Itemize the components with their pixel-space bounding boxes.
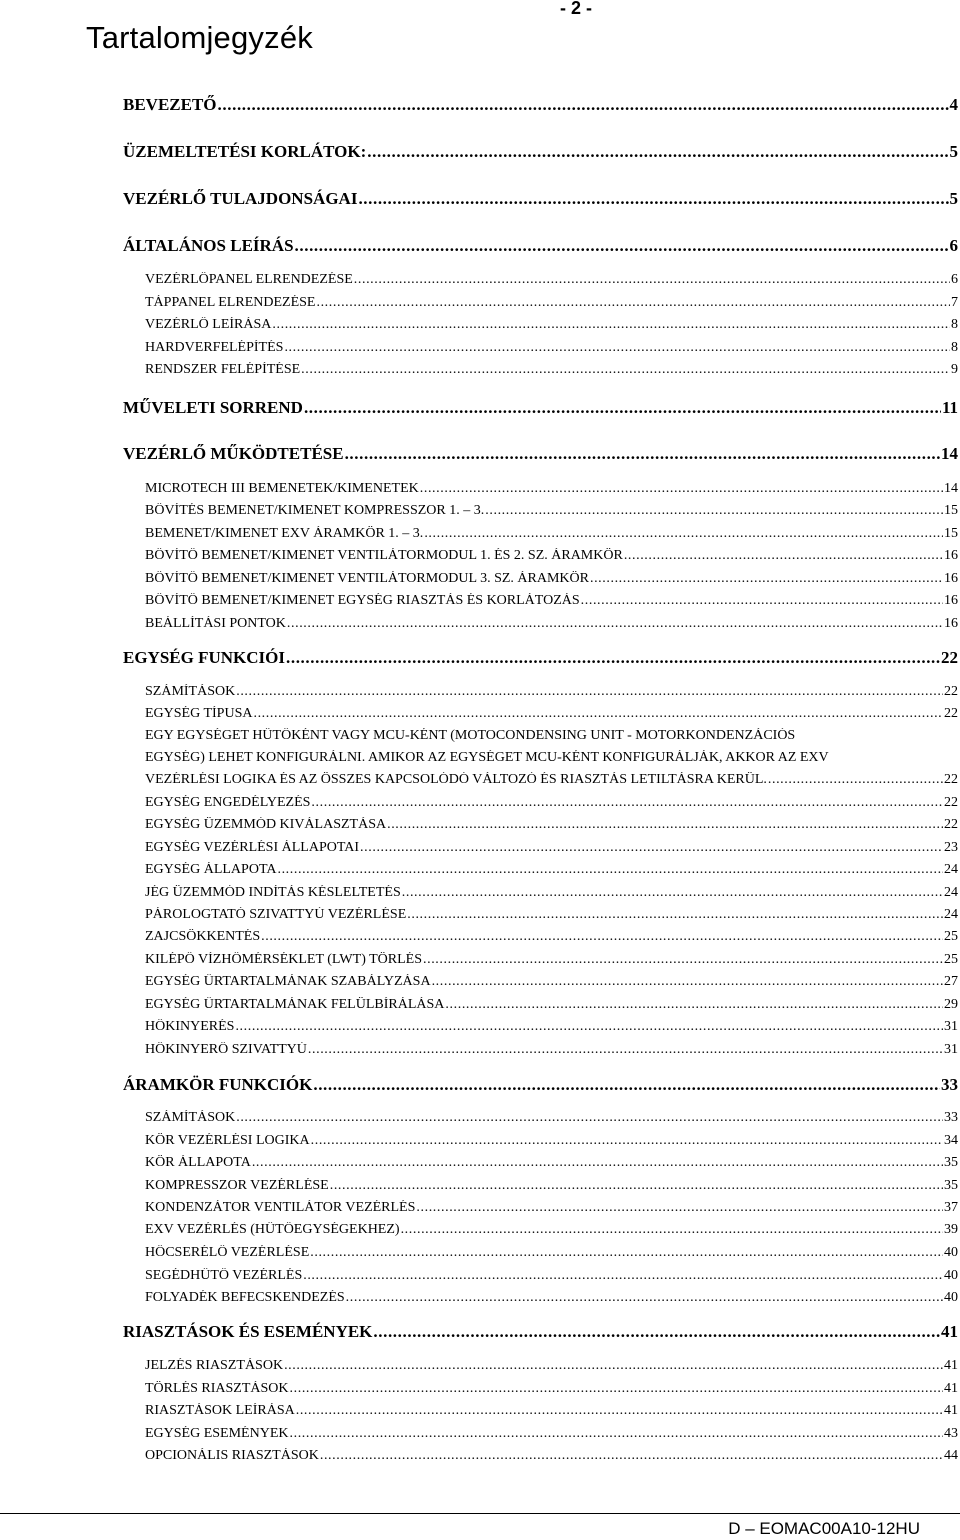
toc-entry-opcionalis-riasztasok[interactable]: OPCIONÁLIS RIASZTÁSOK ..... 44 [145,1448,958,1464]
toc-entry-lwt-torles[interactable]: KILÉPŐ VÍZHŐMÉRSÉKLET (LWT) TÖRLÉS ..... 25 [145,952,958,968]
toc-entry-torles-riasztasok[interactable]: TÖRLÉS RIASZTÁSOK ..... 41 [145,1381,958,1397]
toc-entry-szamitasok-2[interactable]: SZÁMÍTÁSOK ..... 33 [145,1110,958,1126]
footer-divider [0,1513,960,1514]
toc-entry-jeg-uzemmod[interactable]: JÉG ÜZEMMÓD INDÍTÁS KÉSLELTETÉS ..... 24 [145,885,958,901]
toc-entry-vezerlo-tulajdonsagai[interactable]: VEZÉRLŐ TULAJDONSÁGAI ..... 5 [123,189,958,209]
toc-entry-tappanel-elrendezese[interactable]: TÁPPANEL ELRENDEZÉSE ..... 7 [145,295,958,311]
toc-entry-exv-vezerles[interactable]: EXV VEZÉRLÉS (HŰTŐEGYSÉGEKHEZ) ..... 39 [145,1222,958,1238]
toc-entry-szamitasok[interactable]: SZÁMÍTÁSOK ..... 22 [145,684,958,700]
toc-entry-vezerlo-leirasa[interactable]: VEZÉRLŐ LEÍRÁSA ..... 8 [145,317,958,333]
toc-entry-hokinyero-szivattyu[interactable]: HŐKINYERŐ SZIVATTYÚ ..... 31 [145,1042,958,1058]
toc-entry-egyseg-esemenyek[interactable]: EGYSÉG ESEMÉNYEK ..... 43 [145,1426,958,1442]
toc-entry-altalanos-leiras[interactable]: ÁLTALÁNOS LEÍRÁS ..... 6 [123,236,958,256]
toc-entry-uzemmod-kivalasztasa[interactable]: EGYSÉG ÜZEMMÓD KIVÁLASZTÁSA ..... 22 [145,817,958,833]
toc-entry-uzemeltetesi-korlatok[interactable]: ÜZEMELTETÉSI KORLÁTOK: ..... 5 [123,142,958,162]
toc-entry-aramkor-funkciok[interactable]: ÁRAMKÖR FUNKCIÓK ..... 33 [123,1075,958,1095]
toc-entry-rendszer-felepitese[interactable]: RENDSZER FELÉPÍTÉSE ..... 9 [145,362,958,378]
page-number: - 2 - [560,0,593,18]
toc-entry-vezerlo-mukodtetese[interactable]: VEZÉRLŐ MŰKÖDTETÉSE ..... 14 [123,444,958,464]
toc-entry-egyseg-funkcioi[interactable]: EGYSÉG FUNKCIÓI ..... 22 [123,648,958,668]
toc-entry-hardverfelepites[interactable]: HARDVERFELÉPÍTÉS ..... 8 [145,340,958,356]
toc-entry-vezerlesi-allapotai[interactable]: EGYSÉG VEZÉRLÉSI ÁLLAPOTAI ..... 23 [145,840,958,856]
toc-entry-kor-allapota[interactable]: KÖR ÁLLAPOTA ..... 35 [145,1155,958,1171]
toc-entry-exv-aramkor[interactable]: BEMENET/KIMENET EXV ÁRAMKÖR 1. – 3. ..... 15 [145,526,958,542]
toc-entry-segedhuto-vezerles[interactable]: SEGÉDHŰTŐ VEZÉRLÉS ..... 40 [145,1268,958,1284]
toc-entry-egyseg-engedelyezes[interactable]: EGYSÉG ENGEDÉLYEZÉS ..... 22 [145,795,958,811]
toc-entry-microtech-io[interactable]: MICROTECH III BEMENETEK/KIMENETEK ..... 14 [145,481,958,497]
toc-entry-hocserelo-vezerlese[interactable]: HŐCSERÉLŐ VEZÉRLÉSE ..... 40 [145,1245,958,1261]
toc-entry-ventilatormodul-3[interactable]: BŐVÍTŐ BEMENET/KIMENET VENTILÁTORMODUL 3. SZ. ÁRAMKÖR ..... 16 [145,571,958,587]
toc-entry-bevezeto[interactable]: BEVEZETŐ ..... 4 [123,95,958,115]
toc-entry-urtartalom-szabalyzas[interactable]: EGYSÉG ŰRTARTALMÁNAK SZABÁLYZÁSA ..... 27 [145,974,958,990]
toc-entry-riasztasok-leirasa[interactable]: RIASZTÁSOK LEÍRÁSA ..... 41 [145,1403,958,1419]
toc-entry-egyseg-tipusa[interactable]: EGYSÉG TÍPUSA ..... 22 [145,706,958,722]
toc-entry-ventilatormodul-1-2[interactable]: BŐVÍTŐ BEMENET/KIMENET VENTILÁTORMODUL 1. ÉS 2. SZ. ÁRAMKÖR ..... 16 [145,548,958,564]
toc-entry-kompresszor-vezerlese[interactable]: KOMPRESSZOR VEZÉRLÉSE ..... 35 [145,1178,958,1194]
toc-entry-parologtato-szivattyu[interactable]: PÁROLOGTATÓ SZIVATTYÚ VEZÉRLÉSE ..... 24 [145,907,958,923]
toc-entry-hokinyeres[interactable]: HŐKINYERÉS ..... 31 [145,1019,958,1035]
toc-entry-mcu-line-1[interactable]: EGY EGYSÉGET HŰTŐKÉNT VAGY MCU-KÉNT (MOTOCONDENSING UNIT - MOTORKONDENZÁCIÓS [145,728,796,743]
toc-entry-beallitasi-pontok[interactable]: BEÁLLÍTÁSI PONTOK ..... 16 [145,616,958,632]
toc-entry-jelzes-riasztasok[interactable]: JELZÉS RIASZTÁSOK ..... 41 [145,1358,958,1374]
toc-entry-kor-vezerlesi-logika[interactable]: KÖR VEZÉRLÉSI LOGIKA ..... 34 [145,1133,958,1149]
toc-entry-zajcsokkentes[interactable]: ZAJCSÖKKENTÉS ..... 25 [145,929,958,945]
document-code: D – EOMAC00A10-12HU [728,1519,920,1538]
toc-entry-egyseg-allapota[interactable]: EGYSÉG ÁLLAPOTA ..... 24 [145,862,958,878]
toc-entry-folyadek-befecskendezes[interactable]: FOLYADÉK BEFECSKENDEZÉS ..... 40 [145,1290,958,1306]
toc-entry-vezerlopanel-elrendezese[interactable]: VEZÉRLŐPANEL ELRENDEZÉSE ..... 6 [145,272,958,288]
toc-entry-riasztas-korlatozas[interactable]: BŐVÍTŐ BEMENET/KIMENET EGYSÉG RIASZTÁS ÉS KORLÁTOZÁS ..... 16 [145,593,958,609]
toc-entry-bovites-kompresszor[interactable]: BŐVÍTÉS BEMENET/KIMENET KOMPRESSZOR 1. – 3. ..... 15 [145,503,958,519]
toc-entry-urtartalom-felulbiralas[interactable]: EGYSÉG ŰRTARTALMÁNAK FELÜLBÍRÁLÁSA ..... 29 [145,997,958,1013]
toc-entry-riasztasok-es-esemenyek[interactable]: RIASZTÁSOK ÉS ESEMÉNYEK ..... 41 [123,1322,958,1342]
toc-entry-kondenzator-ventilator[interactable]: KONDENZÁTOR VENTILÁTOR VEZÉRLÉS ..... 37 [145,1200,958,1216]
toc-entry-mcu-line-3[interactable]: VEZÉRLÉSI LOGIKA ÉS AZ ÖSSZES KAPCSOLÓDÓ VÁLTOZÓ ÉS RIASZTÁS LETILTÁSRA KERÜL. ..... 22 [145,772,958,788]
toc-entry-mcu-line-2[interactable]: EGYSÉG) LEHET KONFIGURÁLNI. AMIKOR AZ EGYSÉGET MCU-KÉNT KONFIGURÁLJÁK, AKKOR AZ EXV [145,750,829,765]
page-title: Tartalomjegyzék [86,20,313,55]
toc-entry-muveleti-sorrend[interactable]: MŰVELETI SORREND ..... 11 [123,398,958,418]
